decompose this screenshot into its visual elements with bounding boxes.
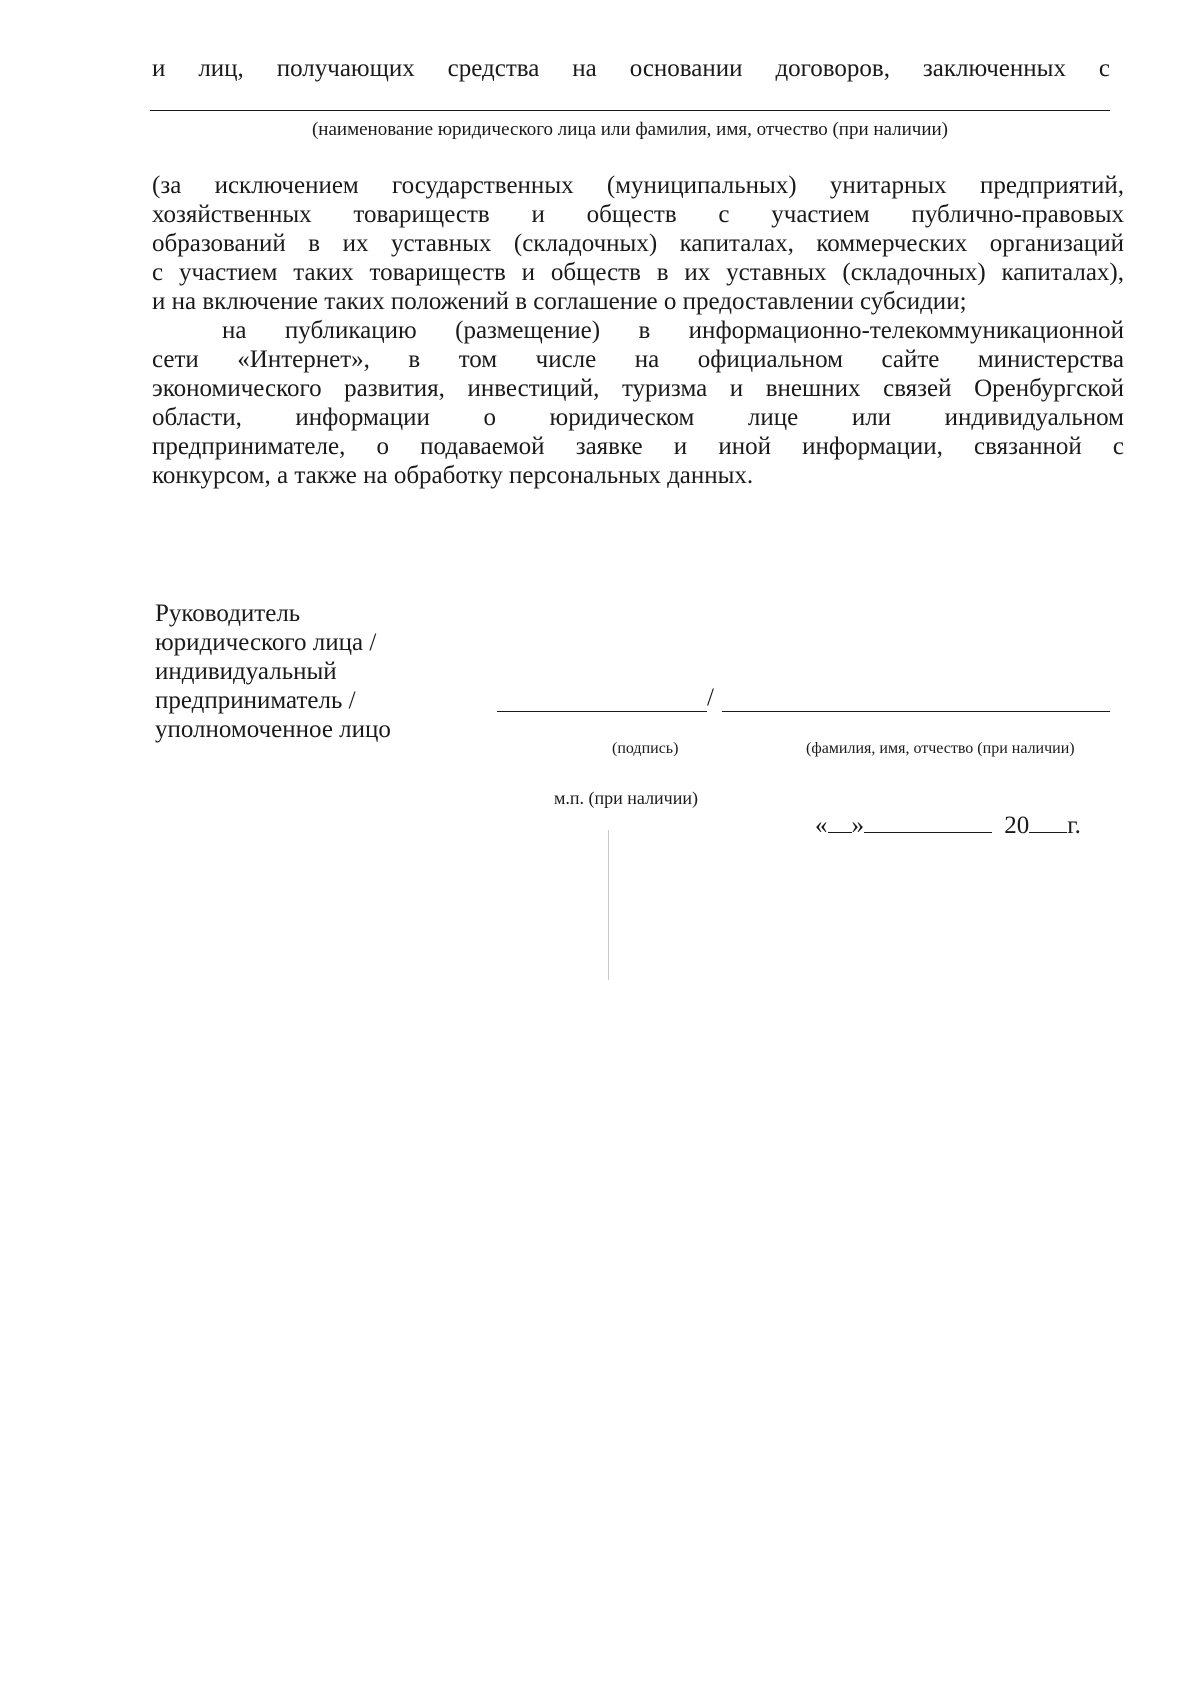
date-year-prefix: 20 <box>1004 812 1030 839</box>
date-year-suffix: г. <box>1067 812 1081 839</box>
full-name-field[interactable] <box>722 711 1110 712</box>
signer-line: предприниматель / <box>155 687 356 714</box>
signature-caption: (подпись) <box>612 740 679 757</box>
signer-line: уполномоченное лицо <box>155 716 391 743</box>
first-line: и лиц, получающих средства на основании договоров, заключенных с <box>152 55 1110 82</box>
date-close-quote: » <box>851 812 864 839</box>
signer-title <box>155 599 391 744</box>
paragraph-line: сети «Интернет», в том числе на официальном сайте министерства <box>152 345 1124 373</box>
paragraph-line: с участием таких товариществ и обществ в их уставных (складочных) капиталах), <box>152 258 1124 286</box>
date-field <box>815 810 1081 841</box>
name-underline <box>150 110 1110 111</box>
signature-field[interactable] <box>497 711 707 712</box>
scan-artifact-line <box>608 830 609 980</box>
paragraph-line: на публикацию (размещение) в информационно-телекоммуникационной <box>222 317 1124 344</box>
date-year-field[interactable] <box>1029 810 1067 833</box>
paragraph-line: области, информации о юридическом лице или индивидуальном <box>152 403 1124 431</box>
date-open-quote: « <box>815 812 828 839</box>
paragraph-publication-consent <box>152 317 1124 490</box>
signer-line: индивидуальный <box>155 658 337 685</box>
paragraph-exclusions <box>152 172 1124 317</box>
paragraph-line: и на включение таких положений в соглашение о предоставлении субсидии; <box>152 287 967 315</box>
paragraph-line: конкурсом, а также на обработку персональных данных. <box>152 461 754 489</box>
paragraph-line: предпринимателе, о подаваемой заявке и иной информации, связанной с <box>152 432 1124 460</box>
signer-line: Руководитель <box>155 600 301 627</box>
date-month-field[interactable] <box>864 810 992 833</box>
signer-line: юридического лица / <box>155 629 377 656</box>
signature-slash: / <box>707 684 714 711</box>
paragraph-line: хозяйственных товариществ и обществ с участием публично-правовых <box>152 200 1124 228</box>
name-caption: (наименование юридического лица или фамилия, имя, отчество (при наличии) <box>311 119 949 140</box>
date-day-field[interactable] <box>828 810 852 833</box>
paragraph-line: экономического развития, инвестиций, туризма и внешних связей Оренбургской <box>152 374 1124 402</box>
stamp-label: м.п. (при наличии) <box>554 788 698 808</box>
full-name-caption: (фамилия, имя, отчество (при наличии) <box>806 740 1075 757</box>
paragraph-line: образований в их уставных (складочных) капиталах, коммерческих организаций <box>152 229 1124 257</box>
paragraph-line: (за исключением государственных (муниципальных) унитарных предприятий, <box>152 172 1124 199</box>
